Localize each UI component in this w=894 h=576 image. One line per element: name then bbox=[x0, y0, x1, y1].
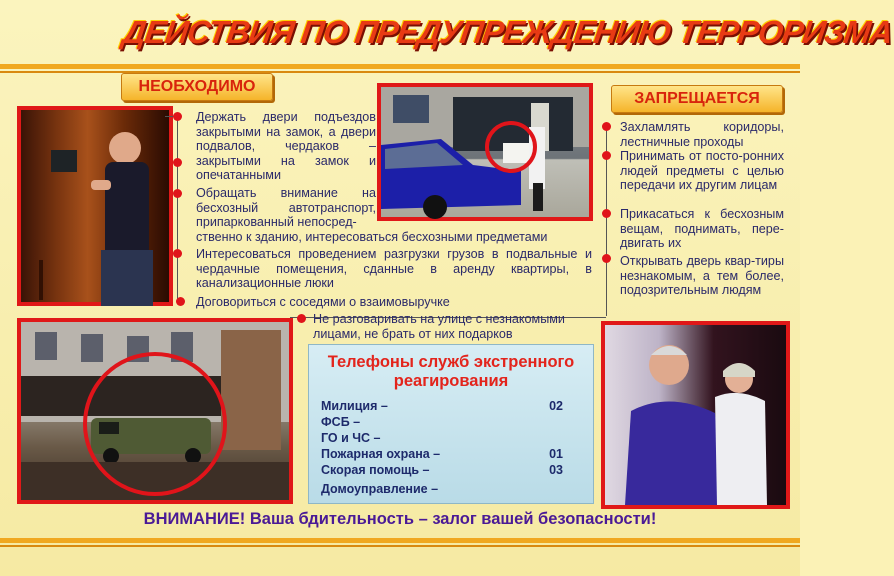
bullet bbox=[602, 209, 611, 218]
forbidden-item-3: Прикасаться к бесхозным вещам, поднимать, пере-двигать их bbox=[620, 207, 784, 251]
photo-door bbox=[17, 106, 173, 306]
bullet bbox=[173, 112, 182, 121]
phone-service: ФСБ – bbox=[321, 415, 361, 429]
photo-car bbox=[377, 83, 593, 221]
necessary-item-2-cont: ственно к зданию, интересоваться бесхозными предметами bbox=[196, 230, 548, 244]
phone-service: Милиция – bbox=[321, 399, 388, 413]
bullet bbox=[602, 254, 611, 263]
phone-service: ГО и ЧС – bbox=[321, 431, 381, 445]
phone-row bbox=[321, 399, 583, 415]
poster-title: ДЕЙСТВИЯ ПО ПРЕДУПРЕЖДЕНИЮ ТЕРРОРИЗМА bbox=[120, 14, 894, 50]
phone-service: Пожарная охрана – bbox=[321, 447, 441, 461]
bullet bbox=[297, 314, 306, 323]
highlight-circle-van bbox=[83, 352, 227, 496]
bullet bbox=[602, 122, 611, 131]
emergency-phones-box bbox=[308, 344, 594, 504]
emergency-phones-title: Телефоны служб экстренного реагирования bbox=[327, 353, 575, 390]
phone-row bbox=[321, 482, 583, 498]
bottom-stripe-thin bbox=[0, 545, 800, 547]
photo-van bbox=[17, 318, 293, 504]
phone-service: Скорая помощь – bbox=[321, 463, 430, 477]
bullet bbox=[176, 297, 185, 306]
necessary-label: НЕОБХОДИМО bbox=[121, 73, 273, 101]
bullet bbox=[173, 158, 182, 167]
forbidden-item-4: Открывать дверь квар-тиры незнакомым, а тем более, подозрительным людям bbox=[620, 254, 784, 298]
bottom-stripe bbox=[0, 538, 800, 543]
phone-row bbox=[321, 415, 583, 431]
bullet bbox=[173, 249, 182, 258]
necessary-item-2: Обращать внимание на бесхозный автотранспорт, припаркованный непосред- bbox=[196, 186, 376, 230]
phone-number: 03 bbox=[549, 463, 563, 477]
necessary-item-1: Держать двери подъездов закрытыми на замок, а двери подвалов, чердаков – закрытыми на замок и опечатанными bbox=[196, 110, 376, 183]
forbidden-label: ЗАПРЕЩАЕТСЯ bbox=[611, 85, 783, 113]
phone-service: Домоуправление – bbox=[321, 482, 439, 496]
necessary-item-3: Интересоваться проведением разгрузки грузов в подвальные и чердачные помещения, сданные в аренду квартиры, в канализационные люки bbox=[196, 247, 592, 291]
bullet bbox=[173, 189, 182, 198]
phone-number: 02 bbox=[549, 399, 563, 413]
bullet bbox=[602, 151, 611, 160]
vigilance-warning: ВНИМАНИЕ! Ваша бдительность – залог вашей безопасности! bbox=[143, 510, 657, 528]
phone-number: 01 bbox=[549, 447, 563, 461]
photo-door-art bbox=[21, 110, 169, 302]
photo-people-art bbox=[605, 325, 786, 505]
phone-row bbox=[321, 463, 583, 479]
top-stripe-thin bbox=[0, 71, 800, 73]
phone-row bbox=[321, 431, 583, 447]
necessary-item-4: Договориться с соседями о взаимовыручке bbox=[196, 295, 450, 309]
photo-people bbox=[601, 321, 790, 509]
forbidden-item-1: Захламлять коридоры, лестничные проходы bbox=[620, 120, 784, 149]
connector-left bbox=[177, 116, 178, 302]
necessary-item-5: Не разговаривать на улице с незнакомыми лицами, не брать от них подарков bbox=[313, 312, 565, 341]
top-stripe bbox=[0, 64, 800, 69]
phone-row bbox=[321, 447, 583, 463]
highlight-circle bbox=[485, 121, 537, 173]
forbidden-item-2: Принимать от посто-ронних людей предметы с целью передачи их другим лицам bbox=[620, 149, 784, 193]
